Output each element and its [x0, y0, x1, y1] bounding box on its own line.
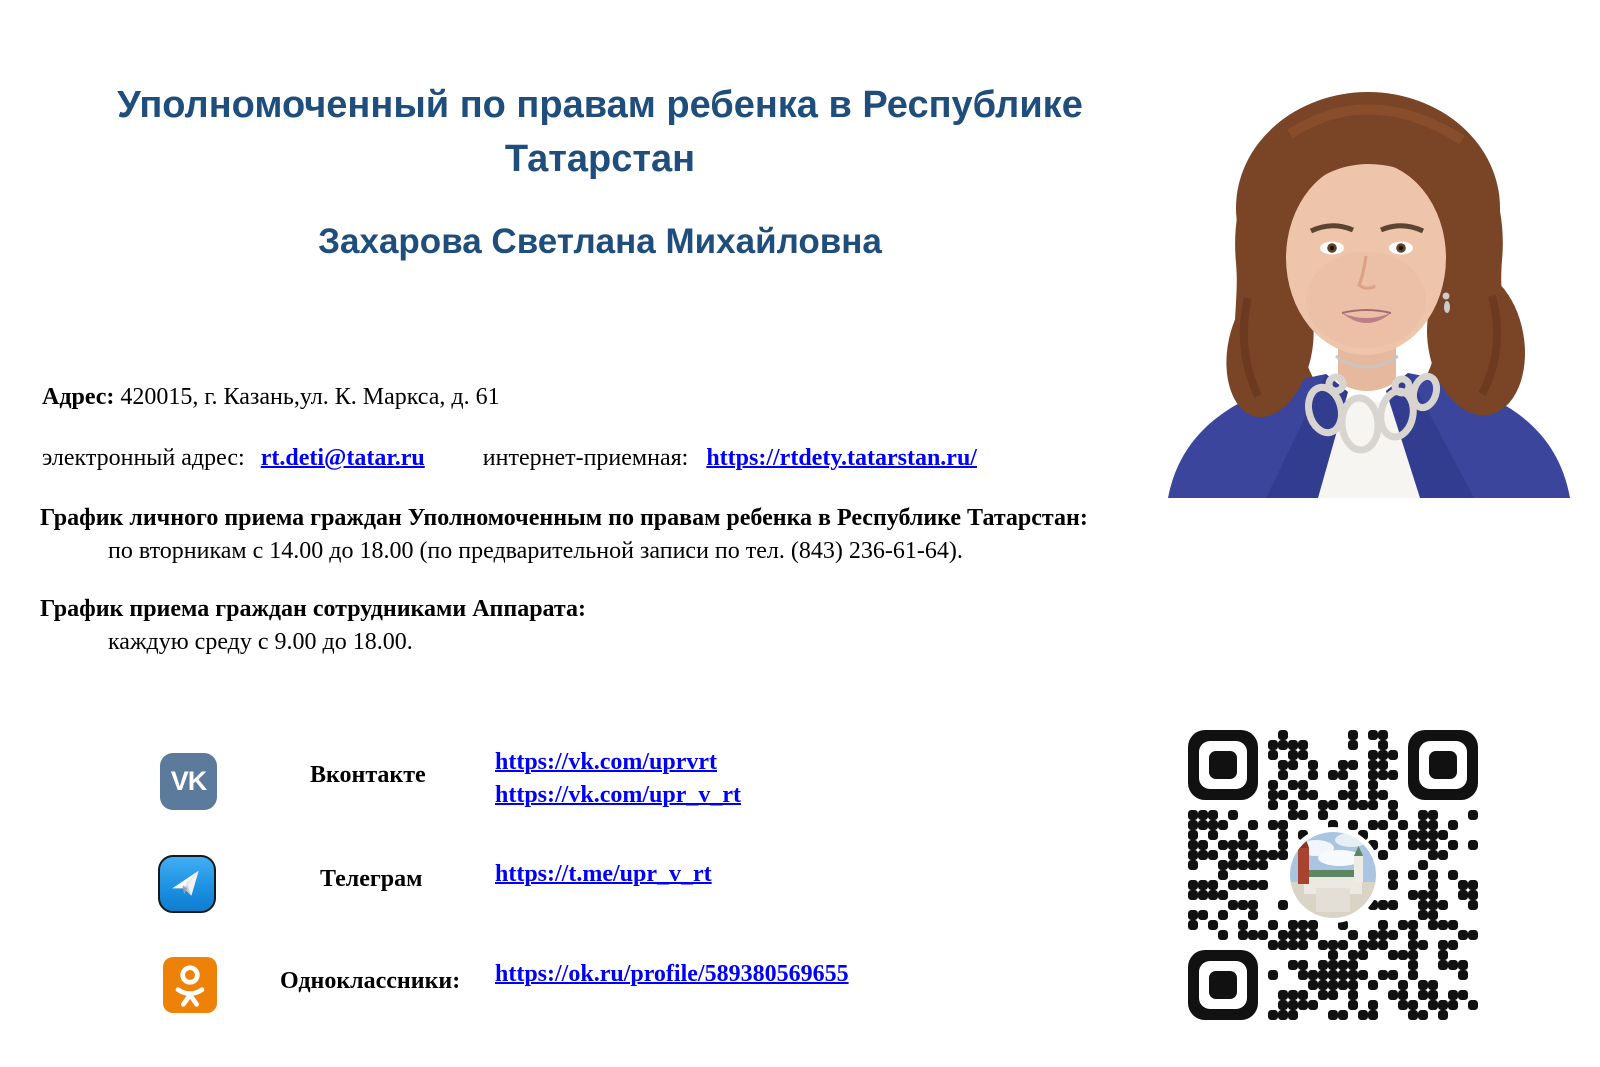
email-label: электронный адрес:	[42, 445, 245, 471]
telegram-label: Телеграм	[320, 866, 423, 892]
email-line	[42, 445, 977, 472]
reception-link[interactable]: https://rtdety.tatarstan.ru/	[706, 445, 977, 471]
address-line	[42, 384, 500, 411]
vk-label: Вконтакте	[310, 762, 426, 788]
odnoklassniki-link[interactable]: https://ok.ru/profile/589380569655	[495, 961, 849, 987]
vk-links	[495, 746, 741, 812]
telegram-icon	[158, 855, 216, 913]
staff-schedule-detail: каждую среду с 9.00 до 18.00.	[108, 629, 413, 655]
reception-label: интернет-приемная:	[482, 445, 689, 471]
qr-code	[1188, 730, 1478, 1020]
personal-schedule-title: График личного приема граждан Уполномоченным по правам ребенка в Республике Татарстан:	[40, 505, 1088, 531]
page-title-line2: Татарстан	[504, 138, 696, 180]
vk-icon	[160, 753, 217, 810]
email-link[interactable]: rt.deti@tatar.ru	[260, 445, 425, 471]
person-name: Захарова Светлана Михайловна	[318, 222, 882, 261]
personal-schedule-detail: по вторникам с 14.00 до 18.00 (по предварительной записи по тел. (843) 236-61-64).	[108, 538, 963, 564]
vk-icon-letters: VK	[170, 766, 207, 796]
page-title	[30, 78, 1170, 186]
address-label: Адрес:	[42, 384, 115, 410]
portrait-photo	[1140, 48, 1600, 498]
telegram-link[interactable]: https://t.me/upr_v_rt	[495, 861, 712, 887]
vk-link-2[interactable]: https://vk.com/upr_v_rt	[495, 782, 741, 808]
staff-schedule-title: График приема граждан сотрудниками Аппарата:	[40, 596, 586, 622]
page-title-line1: Уполномоченный по правам ребенка в Республике	[117, 84, 1083, 126]
odnoklassniki-icon	[163, 957, 217, 1013]
address-value: 420015, г. Казань,ул. К. Маркса, д. 61	[114, 384, 500, 410]
vk-link-1[interactable]: https://vk.com/uprvrt	[495, 749, 717, 775]
odnoklassniki-label: Одноклассники:	[280, 968, 461, 994]
